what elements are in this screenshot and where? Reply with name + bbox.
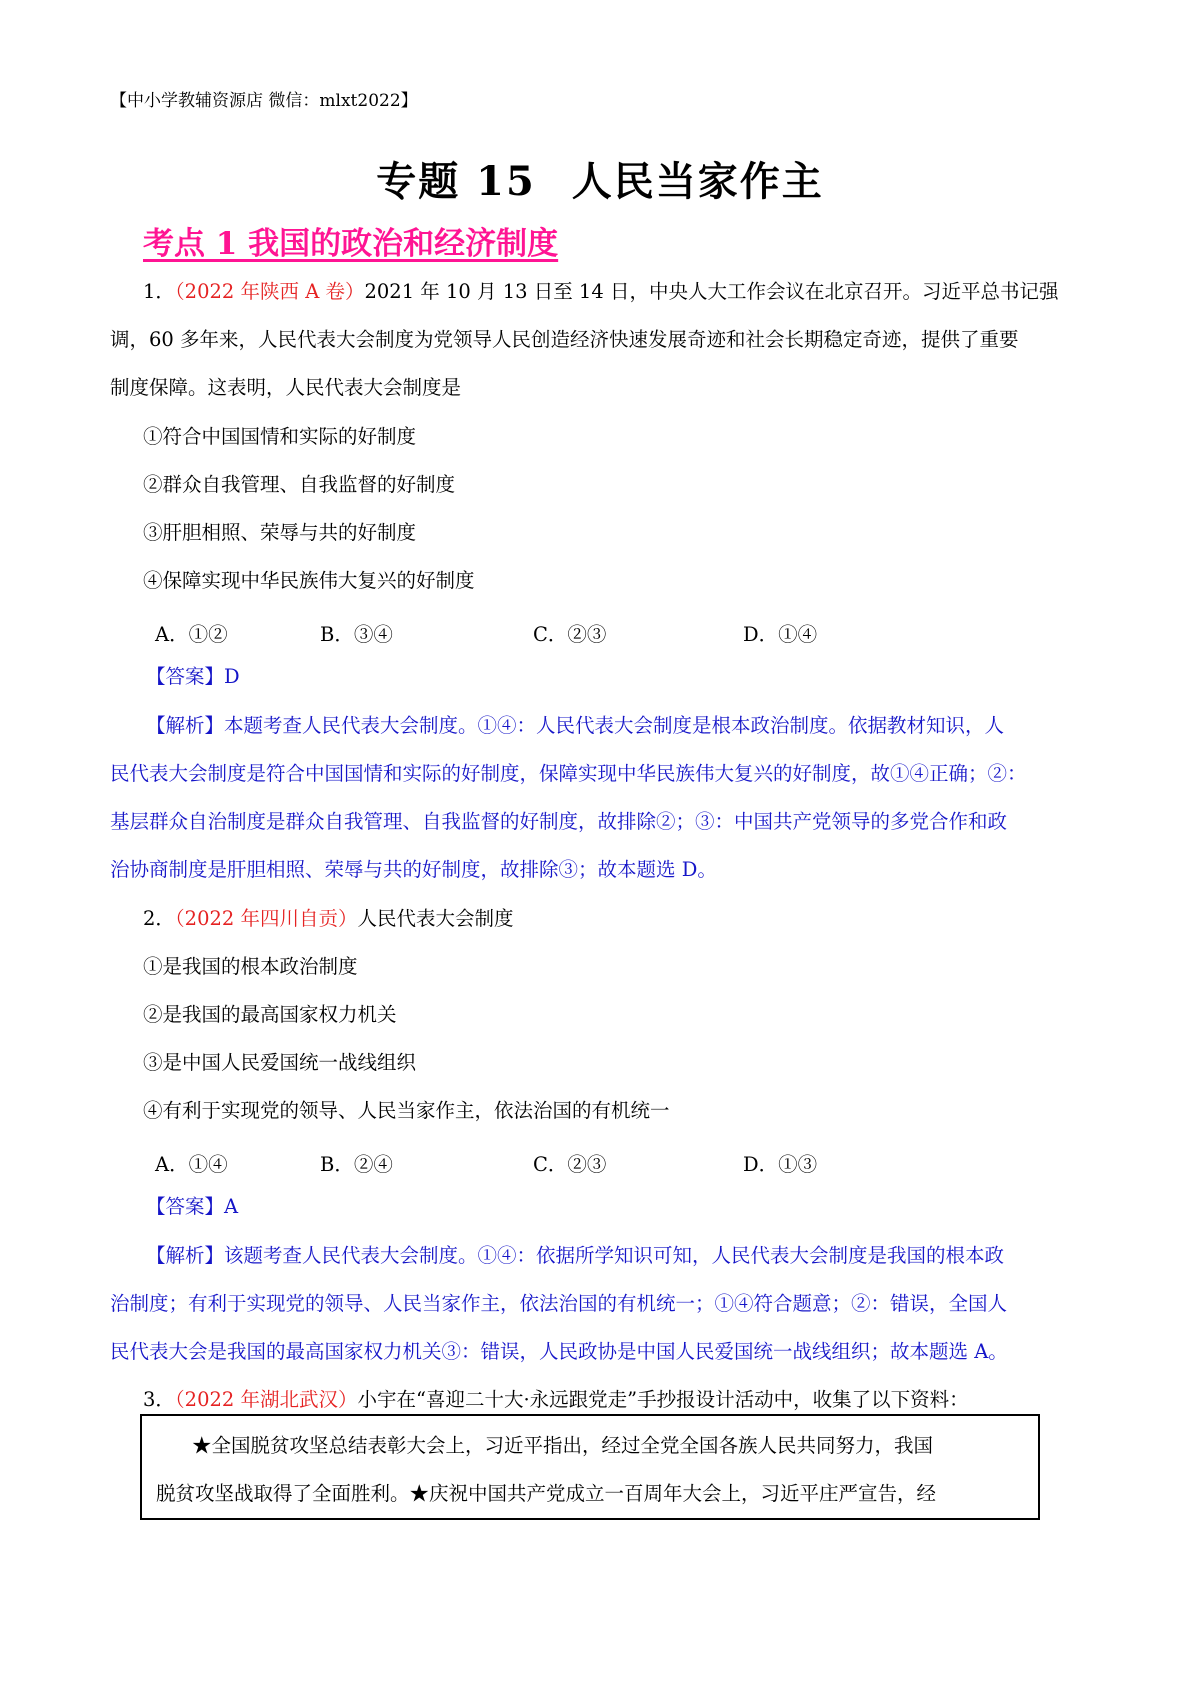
q1-option-a: A．①② bbox=[155, 623, 228, 646]
q2-item-1: ①是我国的根本政治制度 bbox=[143, 955, 358, 978]
q2-answer: 【答案】A bbox=[146, 1195, 239, 1218]
q2-source: （2022 年四川自贡） bbox=[174, 907, 358, 930]
page-title bbox=[0, 150, 1200, 207]
title-part1: 专题 15 bbox=[376, 158, 536, 205]
q1-analysis-line4: 治协商制度是肝胆相照、荣辱与共的好制度，故排除③；故本题选 D。 bbox=[110, 858, 717, 881]
q2-item-2: ②是我国的最高国家权力机关 bbox=[143, 1003, 397, 1026]
q1-item-2: ②群众自我管理、自我监督的好制度 bbox=[143, 473, 456, 496]
q2-option-c: C．②③ bbox=[533, 1153, 607, 1176]
q2-item-4: ④有利于实现党的领导、人民当家作主，依法治国的有机统一 bbox=[143, 1099, 670, 1122]
section-heading: 考点 1 我国的政治和经济制度 bbox=[143, 226, 559, 262]
material-line2: 脱贫攻坚战取得了全面胜利。★庆祝中国共产党成立一百周年大会上，习近平庄严宣告，经 bbox=[156, 1482, 937, 1505]
material-line1: ★全国脱贫攻坚总结表彰大会上，习近平指出，经过全党全国各族人民共同努力，我国 bbox=[192, 1434, 934, 1457]
q1-stem-line2: 调，60 多年来，人民代表大会制度为党领导人民创造经济快速发展奇迹和社会长期稳定奇迹，提供了重要 bbox=[110, 328, 1019, 351]
q3-stem-text: 小宇在“喜迎二十大·永远跟党走”手抄报设计活动中，收集了以下资料： bbox=[357, 1388, 969, 1411]
q2-number: 2． bbox=[143, 907, 175, 930]
q1-option-b: B．③④ bbox=[320, 623, 393, 646]
title-part2: 人民当家作主 bbox=[571, 158, 824, 205]
q2-analysis-line1: 【解析】该题考查人民代表大会制度。①④：依据所学知识可知，人民代表大会制度是我国的根本政 bbox=[146, 1244, 1005, 1267]
q2-analysis-line2: 治制度；有利于实现党的领导、人民当家作主，依法治国的有机统一；①④符合题意；②：错误，全国人 bbox=[110, 1292, 1008, 1315]
q1-option-d: D．①④ bbox=[743, 623, 818, 646]
q2-option-b: B．②④ bbox=[320, 1153, 393, 1176]
q1-item-4: ④保障实现中华民族伟大复兴的好制度 bbox=[143, 569, 475, 592]
q2-stem-text: 人民代表大会制度 bbox=[357, 907, 514, 930]
q1-analysis-line3: 基层群众自治制度是群众自我管理、自我监督的好制度，故排除②；③：中国共产党领导的多党合作和政 bbox=[110, 810, 1008, 833]
header-note: 【中小学教辅资源店 微信：mlxt2022】 bbox=[110, 91, 418, 111]
q2-stem bbox=[143, 909, 514, 929]
q1-stem-text: 2021 年 10 月 13 日至 14 日，中央人大工作会议在北京召开。习近平总书记强 bbox=[364, 280, 1059, 303]
q1-source: （2022 年陕西 A 卷） bbox=[174, 280, 365, 303]
q2-analysis-line3: 民代表大会是我国的最高国家权力机关③：错误，人民政协是中国人民爱国统一战线组织；故本题选 A。 bbox=[110, 1340, 1008, 1363]
q1-analysis-line2: 民代表大会制度是符合中国国情和实际的好制度，保障实现中华民族伟大复兴的好制度，故①④正确；②： bbox=[110, 762, 1027, 785]
q2-option-a: A．①④ bbox=[155, 1153, 228, 1176]
q3-source: （2022 年湖北武汉） bbox=[174, 1388, 358, 1411]
q1-item-1: ①符合中国国情和实际的好制度 bbox=[143, 425, 417, 448]
q1-stem-line3: 制度保障。这表明，人民代表大会制度是 bbox=[110, 376, 462, 399]
q1-stem-line1 bbox=[143, 282, 1058, 302]
q2-option-d: D．①③ bbox=[743, 1153, 818, 1176]
q2-item-3: ③是中国人民爱国统一战线组织 bbox=[143, 1051, 417, 1074]
q1-item-3: ③肝胆相照、荣辱与共的好制度 bbox=[143, 521, 417, 544]
q1-analysis-line1: 【解析】本题考查人民代表大会制度。①④：人民代表大会制度是根本政治制度。依据教材知识，人 bbox=[146, 714, 1005, 737]
q1-option-c: C．②③ bbox=[533, 623, 607, 646]
q3-stem bbox=[143, 1390, 969, 1410]
q1-number: 1． bbox=[143, 280, 175, 303]
q3-number: 3． bbox=[143, 1388, 175, 1411]
material-box bbox=[140, 1414, 1040, 1520]
q1-answer: 【答案】D bbox=[146, 665, 240, 688]
